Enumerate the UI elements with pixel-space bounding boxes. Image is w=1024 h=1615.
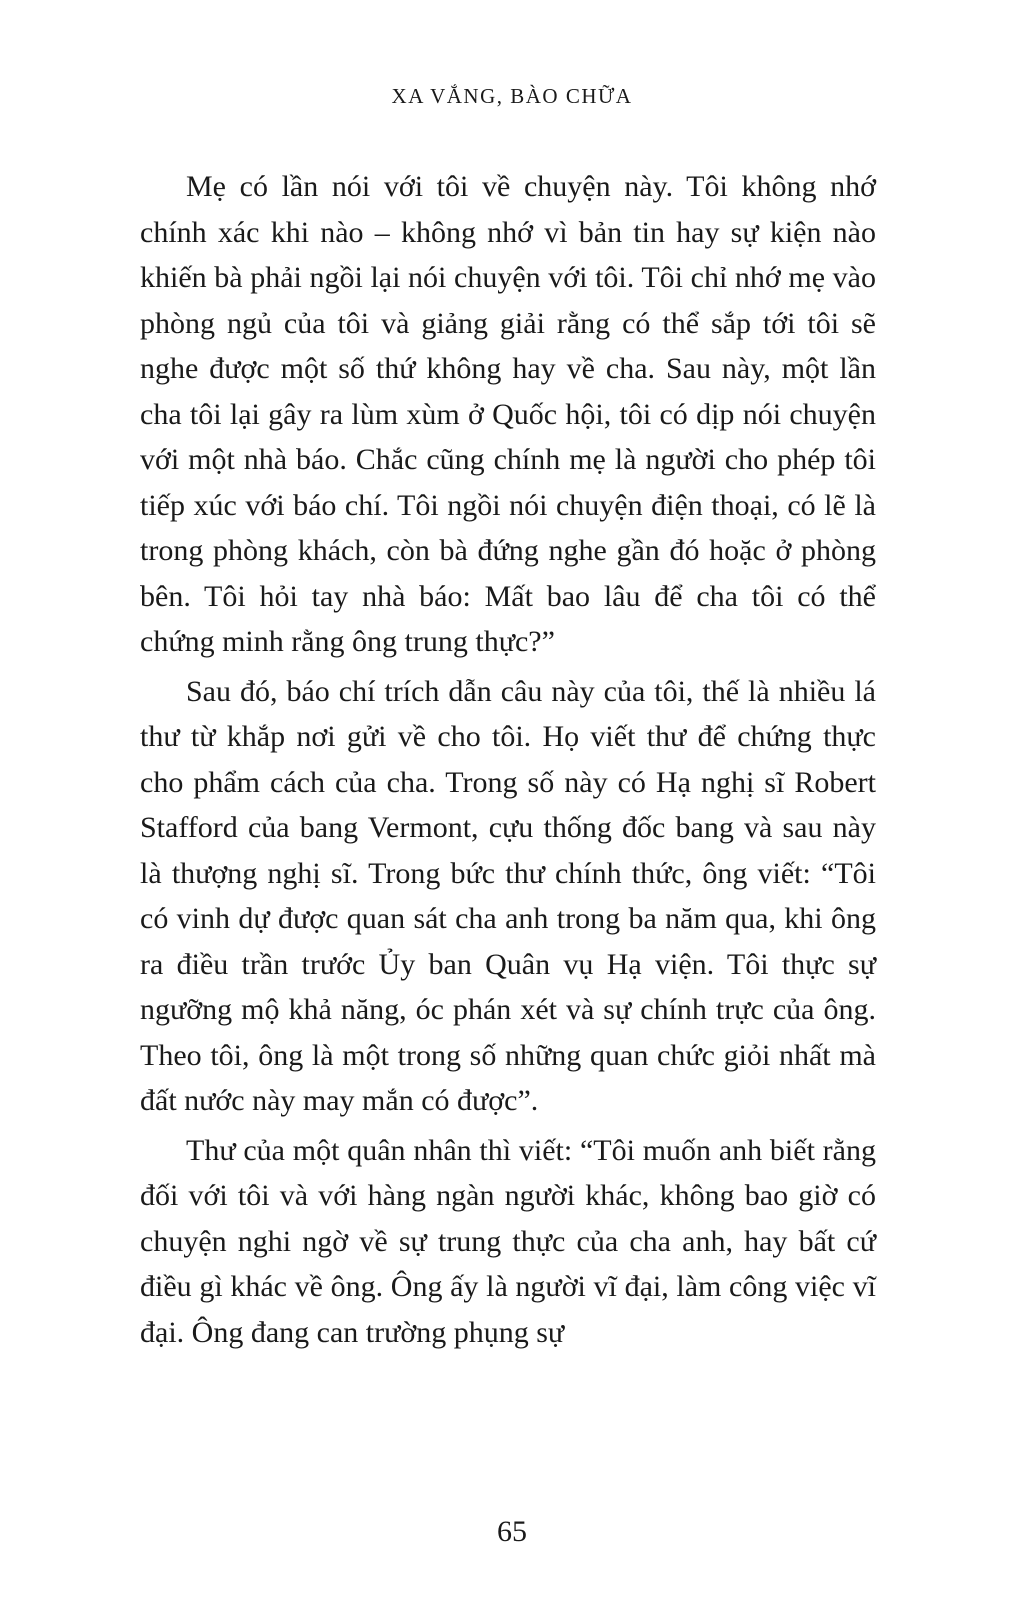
page-number: 65 <box>497 1515 527 1548</box>
paragraph-2: Sau đó, báo chí trích dẫn câu này của tôi, thế là nhiều lá thư từ khắp nơi gửi về cho tôi. Họ viết thư để chứng thực cho phẩm cách của cha. Trong số này có Hạ nghị sĩ Robert Stafford của bang Vermont, cựu thống đốc bang và sau này là thượng nghị sĩ. Trong bức thư chính thức, ông viết: “Tôi có vinh dự được quan sát cha anh trong ba năm qua, khi ông ra điều trần trước Ủy ban Quân vụ Hạ viện. Tôi thực sự ngưỡng mộ khả năng, óc phán xét và sự chính trực của ông. Theo tôi, ông là một trong số những quan chức giỏi nhất mà đất nước này may mắn có được”. <box>140 674 876 1117</box>
paragraph-1: Mẹ có lần nói với tôi về chuyện này. Tôi không nhớ chính xác khi nào – không nhớ vì bản tin hay sự kiện nào khiến bà phải ngồi lại nói chuyện với tôi. Tôi chỉ nhớ mẹ vào phòng ngủ của tôi và giảng giải rằng có thể sắp tới tôi sẽ nghe được một số thứ không hay về cha. Sau này, một lần cha tôi lại gây ra lùm xùm ở Quốc hội, tôi có dịp nói chuyện với một nhà báo. Chắc cũng chính mẹ là người cho phép tôi tiếp xúc với báo chí. Tôi ngồi nói chuyện điện thoại, có lẽ là trong phòng khách, còn bà đứng nghe gần đó hoặc ở phòng bên. Tôi hỏi tay nhà báo: Mất bao lâu để cha tôi có thể chứng minh rằng ông trung thực?” <box>140 170 876 658</box>
paragraph-3: Thư của một quân nhân thì viết: “Tôi muốn anh biết rằng đối với tôi và với hàng ngàn người khác, không bao giờ có chuyện nghi ngờ về sự trung thực của cha anh, hay bất cứ điều gì khác về ông. Ông ấy là người vĩ đại, làm công việc vĩ đại. Ông đang can trường phụng sự <box>140 1133 876 1349</box>
body-text <box>140 164 876 1359</box>
running-header: XA VẮNG, BÀO CHỮA <box>391 84 633 108</box>
